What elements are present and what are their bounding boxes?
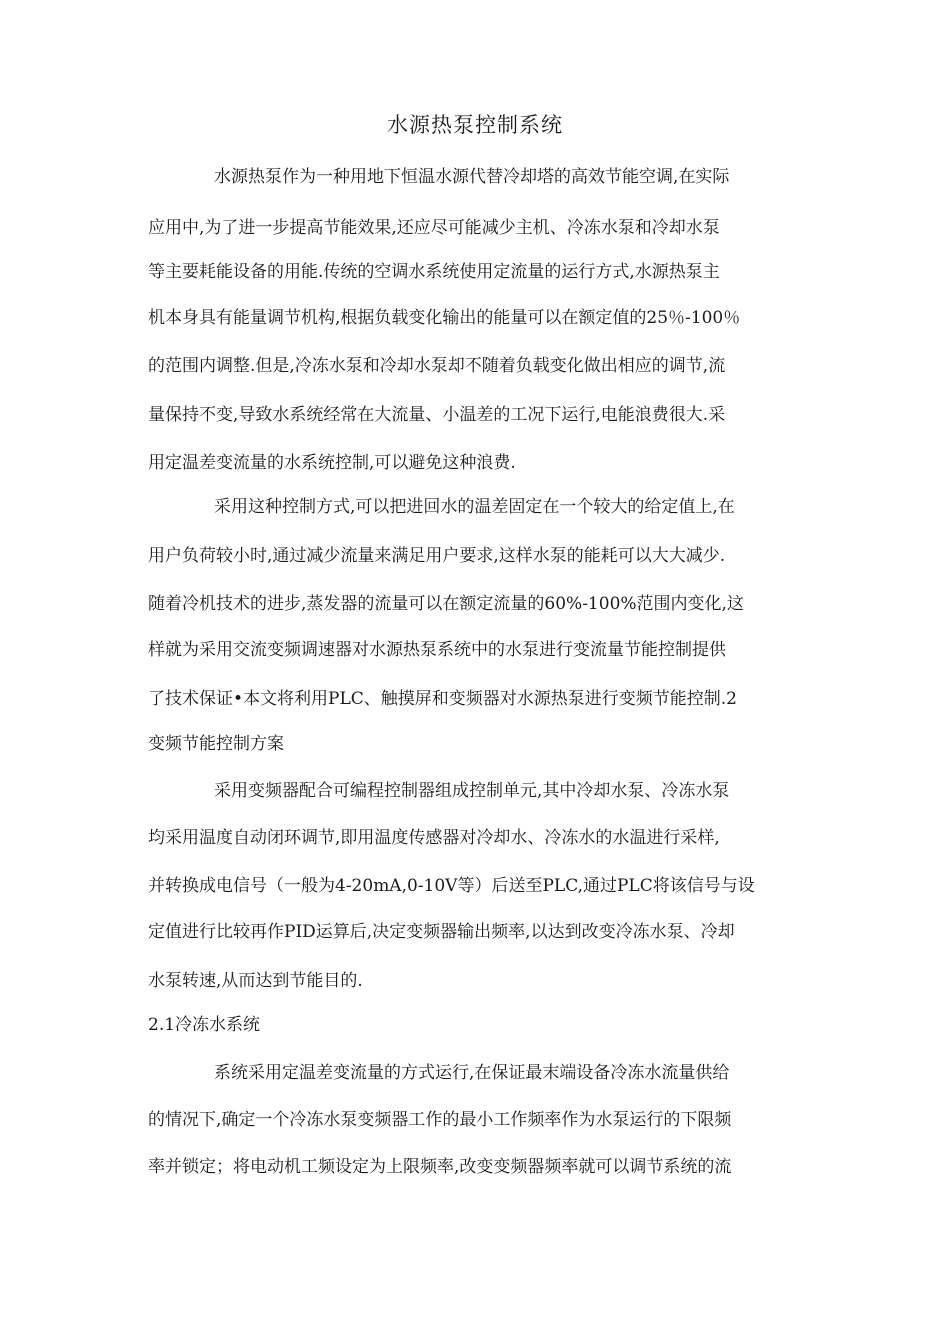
text-line: 的情况下,确定一个冷冻水泵变频器工作的最小工作频率作为水泵运行的下限频 <box>148 1110 732 1130</box>
text-line: 水泵转速,从而达到节能目的. <box>148 971 363 991</box>
text-line: 了技术保证•本文将利用PLC、触摸屏和变频器对水源热泵进行变频节能控制.2 <box>148 689 737 709</box>
text-line: 采用这种控制方式,可以把进回水的温差固定在一个较大的给定值上,在 <box>214 497 735 517</box>
text-line: 应用中,为了进一步提高节能效果,还应尽可能减少主机、冷冻水泵和冷却水泵 <box>148 218 720 238</box>
text-line: 采用变频器配合可编程控制器组成控制单元,其中冷却水泵、冷冻水泵 <box>214 781 730 801</box>
text-line: 变频节能控制方案 <box>148 734 284 754</box>
text-line: 系统采用定温差变流量的方式运行,在保证最末端设备冷冻水流量供给 <box>214 1063 730 1083</box>
document-title: 水源热泵控制系统 <box>387 113 563 137</box>
text-line: 随着冷机技术的进步,蒸发器的流量可以在额定流量的60%-100%范围内变化,这 <box>148 594 744 614</box>
text-line: 等主要耗能设备的用能.传统的空调水系统使用定流量的运行方式,水源热泵主 <box>148 262 720 282</box>
text-line: 均采用温度自动闭环调节,即用温度传感器对冷却水、冷冻水的水温进行采样, <box>148 828 720 848</box>
text-line: 机本身具有能量调节机构,根据负载变化输出的能量可以在额定值的25％-100％ <box>148 308 741 328</box>
text-line: 并转换成电信号（一般为4-20mA,0-10V等）后送至PLC,通过PLC将该信号与设 <box>148 876 755 896</box>
text-line: 用户负荷较小时,通过减少流量来满足用户要求,这样水泵的能耗可以大大减少. <box>148 546 726 566</box>
text-line: 水源热泵作为一种用地下恒温水源代替冷却塔的高效节能空调,在实际 <box>214 167 730 187</box>
text-line: 率并锁定；将电动机工频设定为上限频率,改变变频器频率就可以调节系统的流 <box>148 1157 732 1177</box>
text-line: 用定温差变流量的水系统控制,可以避免这种浪费. <box>148 453 516 473</box>
section-heading: 2.1冷冻水系统 <box>148 1015 261 1035</box>
text-line: 的范围内调整.但是,冷冻水泵和冷却水泵却不随着负载变化做出相应的调节,流 <box>148 356 726 376</box>
text-line: 样就为采用交流变频调速器对水源热泵系统中的水泵进行变流量节能控制提供 <box>148 640 726 660</box>
text-line: 定值进行比较再作PID运算后,决定变频器输出频率,以达到改变冷冻水泵、冷却 <box>148 922 735 942</box>
text-line: 量保持不变,导致水系统经常在大流量、小温差的工况下运行,电能浪费很大.采 <box>148 405 726 425</box>
